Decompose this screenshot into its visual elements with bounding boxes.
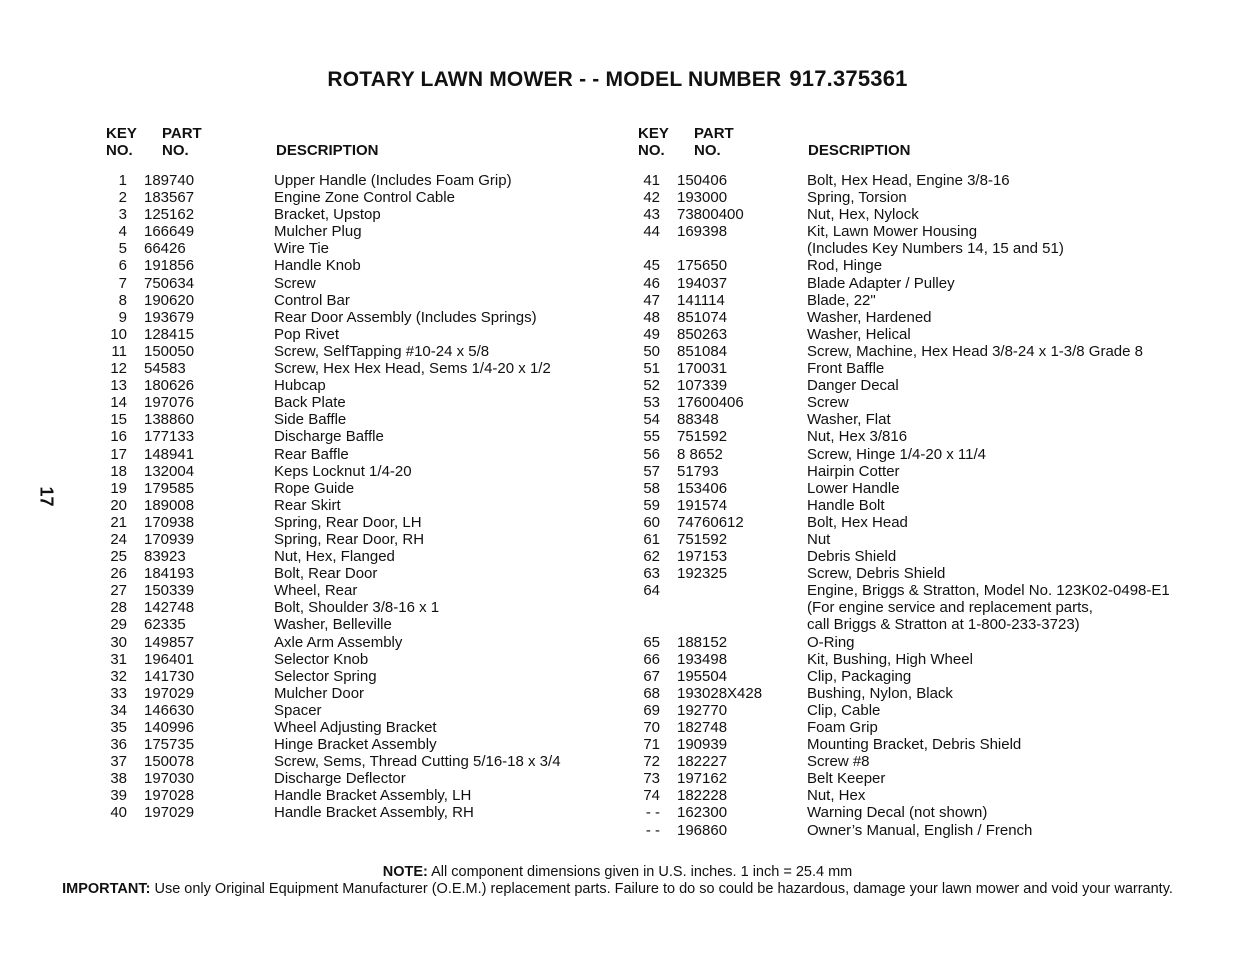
key-number: 74	[643, 787, 660, 805]
table-row	[0, 326, 1235, 343]
table-row	[0, 377, 1235, 394]
note-line	[0, 864, 1235, 880]
part-number: 73800400	[677, 206, 744, 224]
table-row	[0, 804, 1235, 821]
part-description: Spring, Rear Door, LH	[274, 513, 422, 531]
header-key-line2: NO.	[638, 142, 665, 159]
header-part-line2: NO.	[162, 142, 189, 159]
part-number: 193028X428	[677, 684, 763, 702]
key-number: 70	[643, 719, 660, 736]
key-number: 42	[643, 189, 660, 207]
key-number: 64	[643, 582, 660, 600]
part-description: Kit, Bushing, High Wheel	[807, 650, 973, 668]
part-description: Front Baffle	[807, 360, 885, 378]
part-description: Nut	[807, 530, 831, 548]
part-number: 182227	[677, 753, 728, 771]
key-number: 44	[643, 223, 660, 241]
part-number: 197076	[144, 394, 195, 412]
key-number: 73	[643, 770, 660, 788]
part-description: Bracket, Upstop	[274, 206, 381, 224]
table-row	[0, 685, 1235, 702]
part-description: Danger Decal	[807, 377, 899, 395]
part-number: 193679	[144, 308, 195, 326]
part-description: (Includes Key Numbers 14, 15 and 51)	[807, 240, 1064, 258]
part-number: 125162	[144, 206, 195, 224]
part-description: Screw, Sems, Thread Cutting 5/16-18 x 3/4	[274, 753, 561, 771]
part-number: 162300	[677, 804, 728, 822]
part-number: 851084	[677, 342, 728, 360]
key-number: 54	[643, 411, 660, 429]
key-number: 9	[118, 308, 127, 326]
key-no-header-left	[106, 125, 137, 159]
table-row	[0, 565, 1235, 582]
part-description: (For engine service and replacement parts,	[807, 599, 1093, 617]
key-number: 57	[643, 462, 660, 480]
table-row	[0, 189, 1235, 206]
part-number: 132004	[144, 462, 195, 480]
part-number: 197028	[144, 787, 195, 805]
key-number: 36	[110, 736, 127, 754]
part-description: Screw, Machine, Hex Head 3/8-24 x 1-3/8 Grade 8	[807, 342, 1144, 360]
key-number: 14	[110, 394, 127, 412]
part-description: Rear Door Assembly (Includes Springs)	[274, 308, 537, 326]
key-no-header-right	[638, 125, 669, 159]
key-number: 21	[110, 513, 127, 531]
part-number: 83923	[144, 548, 186, 566]
description-header-right: DESCRIPTION	[808, 142, 911, 159]
key-number: 32	[110, 667, 127, 685]
key-number: 45	[643, 257, 660, 275]
part-description: Nut, Hex, Nylock	[807, 206, 919, 224]
key-number: 69	[643, 701, 660, 719]
part-description: O-Ring	[807, 633, 855, 651]
part-description: Rear Baffle	[274, 445, 349, 463]
part-description: Debris Shield	[807, 548, 897, 566]
part-description: Washer, Hardened	[807, 308, 932, 326]
table-row	[0, 223, 1235, 240]
part-description: Kit, Lawn Mower Housing	[807, 223, 978, 241]
page-number: 17	[36, 486, 57, 507]
header-key-line1: KEY	[106, 125, 137, 142]
part-number: 17600406	[677, 394, 744, 412]
part-number: 141114	[677, 291, 725, 309]
key-number: 27	[110, 582, 127, 600]
part-number: 189740	[144, 172, 195, 189]
part-description: Spring, Torsion	[807, 189, 907, 207]
part-number: 192770	[677, 701, 728, 719]
part-description: Hairpin Cotter	[807, 462, 900, 480]
part-number: 51793	[677, 462, 719, 480]
table-row	[0, 240, 1235, 257]
part-number: 182228	[677, 787, 728, 805]
key-number: 60	[643, 513, 660, 531]
key-number: 51	[643, 360, 660, 378]
table-row	[0, 822, 1235, 839]
part-number: 66426	[144, 240, 186, 258]
key-number: 38	[110, 770, 127, 788]
key-number: 17	[110, 445, 127, 463]
part-description: Upper Handle (Includes Foam Grip)	[274, 172, 512, 189]
part-description: Screw #8	[807, 753, 870, 771]
key-number: - -	[645, 821, 660, 839]
key-number: 18	[110, 462, 127, 480]
key-number: 39	[110, 787, 127, 805]
table-row	[0, 411, 1235, 428]
note-text: All component dimensions given in U.S. inches. 1 inch = 25.4 mm	[431, 864, 853, 880]
table-row	[0, 343, 1235, 360]
table-row	[0, 480, 1235, 497]
part-description: Foam Grip	[807, 719, 878, 736]
part-description: Bolt, Hex Head, Engine 3/8-16	[807, 172, 1010, 189]
header-part-line2: NO.	[694, 142, 721, 159]
part-number: 170938	[144, 513, 195, 531]
part-number: 192325	[677, 565, 728, 583]
key-number: 31	[110, 650, 127, 668]
part-description: Handle Bracket Assembly, RH	[274, 804, 474, 822]
key-number: 19	[110, 479, 127, 497]
part-number: 8 8652	[677, 445, 723, 463]
key-number: 48	[643, 308, 660, 326]
part-number: 153406	[677, 479, 728, 497]
parts-table-right	[0, 172, 1235, 839]
key-number: 3	[118, 206, 127, 224]
part-number: 197162	[677, 770, 728, 788]
part-number: 170031	[677, 360, 728, 378]
part-number: 193000	[677, 189, 728, 207]
part-description: Warning Decal (not shown)	[807, 804, 988, 822]
part-number: 193498	[677, 650, 728, 668]
part-description: Pop Rivet	[274, 325, 340, 343]
part-description: Nut, Hex	[807, 787, 866, 805]
part-description: Washer, Belleville	[274, 616, 392, 634]
part-number: 197030	[144, 770, 195, 788]
part-number: 850263	[677, 325, 728, 343]
part-description: Back Plate	[274, 394, 346, 412]
table-row	[0, 309, 1235, 326]
part-number: 170939	[144, 530, 195, 548]
table-row	[0, 616, 1235, 633]
key-number: 50	[643, 342, 660, 360]
table-row	[0, 582, 1235, 599]
part-number: 751592	[677, 530, 728, 548]
table-row	[0, 275, 1235, 292]
part-description: Engine, Briggs & Stratton, Model No. 123K02-0498-E1	[807, 582, 1170, 600]
part-description: Belt Keeper	[807, 770, 886, 788]
part-number: 194037	[677, 274, 728, 292]
header-part-line1: PART	[694, 125, 734, 142]
part-number: 138860	[144, 411, 195, 429]
part-description: Nut, Hex, Flanged	[274, 548, 395, 566]
part-number: 190620	[144, 291, 195, 309]
part-number: 177133	[144, 428, 195, 446]
key-number: 62	[643, 548, 660, 566]
part-number: 197029	[144, 684, 195, 702]
part-description: Washer, Helical	[807, 325, 911, 343]
part-number: 188152	[677, 633, 728, 651]
important-label: IMPORTANT:	[62, 881, 151, 897]
table-row	[0, 394, 1235, 411]
key-number: 6	[118, 257, 127, 275]
part-number: 62335	[144, 616, 186, 634]
part-description: Rod, Hinge	[807, 257, 883, 275]
key-number: 8	[118, 291, 127, 309]
header-part-line1: PART	[162, 125, 202, 142]
part-description: Screw, Hex Hex Head, Sems 1/4-20 x 1/2	[274, 360, 551, 378]
part-number: 150339	[144, 582, 195, 600]
part-description: Spacer	[274, 701, 322, 719]
part-description: Keps Locknut 1/4-20	[274, 462, 412, 480]
part-no-header-left	[162, 125, 202, 159]
key-number: 61	[643, 530, 660, 548]
part-description: Side Baffle	[274, 411, 347, 429]
part-number: 751592	[677, 428, 728, 446]
part-number: 54583	[144, 360, 186, 378]
part-description: Mounting Bracket, Debris Shield	[807, 736, 1022, 754]
part-number: 189008	[144, 496, 195, 514]
part-description: Screw, Debris Shield	[807, 565, 946, 583]
part-number: 190939	[677, 736, 728, 754]
part-description: Screw, SelfTapping #10-24 x 5/8	[274, 342, 490, 360]
note-label: NOTE:	[382, 864, 428, 880]
part-number: 196401	[144, 650, 195, 668]
key-number: 33	[110, 684, 127, 702]
key-number: 26	[110, 565, 127, 583]
table-row	[0, 172, 1235, 189]
table-row	[0, 787, 1235, 804]
part-number: 196860	[677, 821, 728, 839]
part-number: 74760612	[677, 513, 744, 531]
key-number: 11	[111, 342, 127, 360]
part-number: 179585	[144, 479, 195, 497]
part-description: Handle Bracket Assembly, LH	[274, 787, 472, 805]
table-row	[0, 634, 1235, 651]
description-header-left: DESCRIPTION	[276, 142, 379, 159]
key-number: 28	[110, 599, 127, 617]
part-description: Clip, Cable	[807, 701, 881, 719]
key-number: 40	[110, 804, 127, 822]
part-number: 191856	[144, 257, 195, 275]
part-number: 140996	[144, 719, 195, 736]
part-no-header-right	[694, 125, 734, 159]
table-row	[0, 428, 1235, 445]
part-number: 142748	[144, 599, 195, 617]
key-number: 30	[110, 633, 127, 651]
part-description: Rope Guide	[274, 479, 355, 497]
part-description: Wheel, Rear	[274, 582, 358, 600]
key-number: 63	[643, 565, 660, 583]
key-number: 46	[643, 274, 660, 292]
table-row	[0, 736, 1235, 753]
part-description: Mulcher Plug	[274, 223, 362, 241]
key-number: 34	[110, 701, 127, 719]
part-number: 146630	[144, 701, 195, 719]
key-number: 52	[643, 377, 660, 395]
part-description: Nut, Hex 3/816	[807, 428, 908, 446]
part-number: 175735	[144, 736, 195, 754]
part-number: 197029	[144, 804, 195, 822]
part-number: 184193	[144, 565, 195, 583]
part-description: Hubcap	[274, 377, 326, 395]
key-number: 20	[110, 496, 127, 514]
part-number: 851074	[677, 308, 728, 326]
key-number: 13	[110, 377, 127, 395]
key-number: 2	[118, 189, 127, 207]
important-line	[0, 881, 1235, 897]
part-number: 150078	[144, 753, 195, 771]
key-number: 12	[110, 360, 127, 378]
table-row	[0, 257, 1235, 274]
part-description: Selector Spring	[274, 667, 377, 685]
part-description: Wheel Adjusting Bracket	[274, 719, 437, 736]
part-description: Bolt, Shoulder 3/8-16 x 1	[274, 599, 440, 617]
part-description: Engine Zone Control Cable	[274, 189, 455, 207]
table-row	[0, 719, 1235, 736]
table-row	[0, 292, 1235, 309]
part-number: 183567	[144, 189, 195, 207]
key-number: 1	[118, 172, 127, 189]
part-description: Screw	[807, 394, 849, 412]
part-number: 141730	[144, 667, 195, 685]
key-number: 41	[643, 172, 660, 189]
key-number: 15	[110, 411, 127, 429]
key-number: 25	[110, 548, 127, 566]
key-number: 49	[643, 325, 660, 343]
part-number: 150050	[144, 342, 195, 360]
part-description: Mulcher Door	[274, 684, 365, 702]
table-row	[0, 599, 1235, 616]
key-number: 72	[643, 753, 660, 771]
key-number: 5	[118, 240, 127, 258]
part-description: Bolt, Rear Door	[274, 565, 378, 583]
part-number: 180626	[144, 377, 195, 395]
part-number: 750634	[144, 274, 195, 292]
key-number: 43	[643, 206, 660, 224]
part-description: Bolt, Hex Head	[807, 513, 908, 531]
part-number: 175650	[677, 257, 728, 275]
key-number: 24	[110, 530, 127, 548]
part-description: Control Bar	[274, 291, 350, 309]
key-number: 56	[643, 445, 660, 463]
table-row	[0, 531, 1235, 548]
key-number: 71	[643, 736, 660, 754]
part-description: Clip, Packaging	[807, 667, 912, 685]
table-row	[0, 770, 1235, 787]
table-row	[0, 651, 1235, 668]
key-number: 65	[643, 633, 660, 651]
part-description: Discharge Baffle	[274, 428, 384, 446]
part-number: 107339	[677, 377, 728, 395]
part-number: 128415	[144, 325, 195, 343]
table-row	[0, 702, 1235, 719]
part-description: Rear Skirt	[274, 496, 341, 514]
part-description: Handle Bolt	[807, 496, 885, 514]
title-text: ROTARY LAWN MOWER - - MODEL NUMBER	[327, 68, 782, 91]
part-number: 88348	[677, 411, 719, 429]
key-number: 35	[110, 719, 127, 736]
part-number: 148941	[144, 445, 195, 463]
part-description: Selector Knob	[274, 650, 369, 668]
key-number: 66	[643, 650, 660, 668]
key-number: 10	[110, 325, 127, 343]
key-number: - -	[645, 804, 660, 822]
part-description: Bushing, Nylon, Black	[807, 684, 953, 702]
part-description: Spring, Rear Door, RH	[274, 530, 425, 548]
part-description: Screw, Hinge 1/4-20 x 11/4	[807, 445, 986, 463]
part-description: Lower Handle	[807, 479, 900, 497]
table-row	[0, 548, 1235, 565]
part-number: 195504	[677, 667, 728, 685]
table-row	[0, 753, 1235, 770]
table-row	[0, 360, 1235, 377]
header-key-line1: KEY	[638, 125, 669, 142]
part-description: call Briggs & Stratton at 1-800-233-3723)	[807, 616, 1080, 634]
part-description: Hinge Bracket Assembly	[274, 736, 437, 754]
table-row	[0, 446, 1235, 463]
important-text: Use only Original Equipment Manufacturer (O.E.M.) replacement parts. Failure to do so could be hazardous, damage your lawn mower and void your warranty.	[154, 881, 1173, 897]
part-number: 150406	[677, 172, 728, 189]
part-description: Blade, 22"	[807, 291, 876, 309]
part-description: Blade Adapter / Pulley	[807, 274, 955, 292]
part-description: Owner’s Manual, English / French	[807, 821, 1033, 839]
key-number: 16	[110, 428, 127, 446]
key-number: 55	[643, 428, 660, 446]
key-number: 29	[110, 616, 127, 634]
header-key-line2: NO.	[106, 142, 133, 159]
key-number: 4	[118, 223, 127, 241]
table-row	[0, 668, 1235, 685]
part-description: Axle Arm Assembly	[274, 633, 403, 651]
part-number: 182748	[677, 719, 728, 736]
part-number: 197153	[677, 548, 728, 566]
key-number: 47	[643, 291, 660, 309]
part-description: Screw	[274, 274, 316, 292]
part-number: 191574	[677, 496, 728, 514]
table-row	[0, 497, 1235, 514]
part-description: Handle Knob	[274, 257, 361, 275]
part-description: Washer, Flat	[807, 411, 891, 429]
part-number: 149857	[144, 633, 195, 651]
key-number: 58	[643, 479, 660, 497]
table-row	[0, 463, 1235, 480]
key-number: 68	[643, 684, 660, 702]
key-number: 67	[643, 667, 660, 685]
part-description: Discharge Deflector	[274, 770, 406, 788]
table-row	[0, 514, 1235, 531]
key-number: 59	[643, 496, 660, 514]
key-number: 53	[643, 394, 660, 412]
model-number: 917.375361	[789, 66, 908, 91]
part-number: 169398	[677, 223, 728, 241]
table-row	[0, 206, 1235, 223]
key-number: 37	[110, 753, 127, 771]
key-number: 7	[118, 274, 127, 292]
part-number: 166649	[144, 223, 195, 241]
part-description: Wire Tie	[274, 240, 330, 258]
page-title	[0, 66, 1235, 92]
